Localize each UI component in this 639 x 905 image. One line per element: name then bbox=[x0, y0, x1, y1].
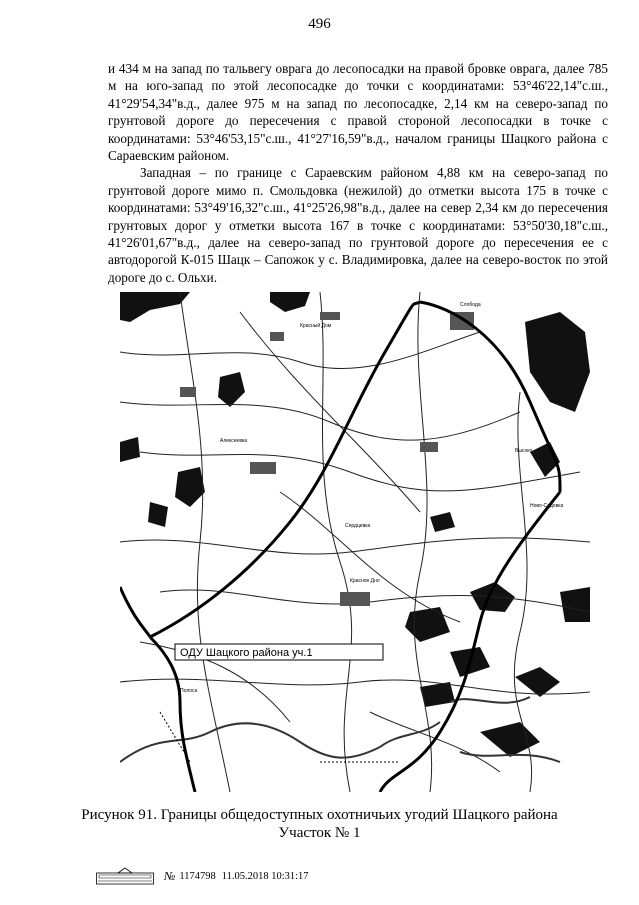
paragraph: Западная – по границе с Сараевским районом 4,88 км на северо-запад по грунтовой дороге мимо п. Смольдовка (нежилой) до отметки высота 175 в точке с координатами: 53°49'16,32"с.ш., 41°25'26,98"в.д., далее на север 2,34 км до пересечения грунтовых дорог у отметки высота 167 в точке с координатами: 53°50'30,18"с.ш., 41°26'01,67"в.д., далее на северо-запад по грунтовой дороге до пересечения ее с автодорогой К-015 Шацк – Сапожок у с. Владимировка, далее на северо-восток по этой дороге до с. Ольхи. bbox=[108, 165, 608, 285]
government-logo-icon bbox=[96, 867, 154, 885]
page-number: 496 bbox=[308, 16, 331, 32]
place-label: Сердцевка bbox=[345, 523, 371, 529]
place-label: Красный Дом bbox=[300, 323, 332, 329]
caption-line: Участок № 1 bbox=[278, 825, 361, 841]
figure-caption bbox=[60, 806, 579, 842]
document-body bbox=[108, 60, 608, 286]
area-label: ОДУ Шацкого района уч.1 bbox=[180, 647, 313, 659]
hunting-grounds-map bbox=[120, 292, 590, 792]
place-label: Полоса bbox=[180, 688, 198, 694]
place-label: Ново-Садовка bbox=[530, 503, 564, 509]
place-label: Красное Дно bbox=[350, 578, 380, 584]
document-number: 1174798 bbox=[179, 870, 216, 882]
place-label: Слобода bbox=[460, 302, 481, 308]
document-footer bbox=[96, 866, 309, 886]
paragraph: и 434 м на запад по тальвегу оврага до лесопосадки на правой бровке оврага, далее 785 м на юго-запад по этой лесопосадке до точки с координатами: 53°46'22,14"с.ш., 41°29'54,34"в.д., далее 975 м на запад по лесопосадке, 2,14 км на северо-запад по грунтовой дороге до пересечения с правой стороной лесопосадки в точке с координатами: 53°46'53,15"с.ш., 41°27'16,59"в.д., началом границы Шацкого района с Сараевским районом. bbox=[108, 61, 608, 164]
map-svg bbox=[120, 292, 590, 792]
document-datetime: 11.05.2018 10:31:17 bbox=[221, 870, 309, 882]
number-sign: № bbox=[164, 868, 176, 883]
caption-line: Рисунок 91. Границы общедоступных охотничьих угодий Шацкого района bbox=[81, 807, 558, 823]
place-label: Алексеевка bbox=[220, 438, 248, 444]
place-label: Высоко bbox=[515, 448, 533, 454]
